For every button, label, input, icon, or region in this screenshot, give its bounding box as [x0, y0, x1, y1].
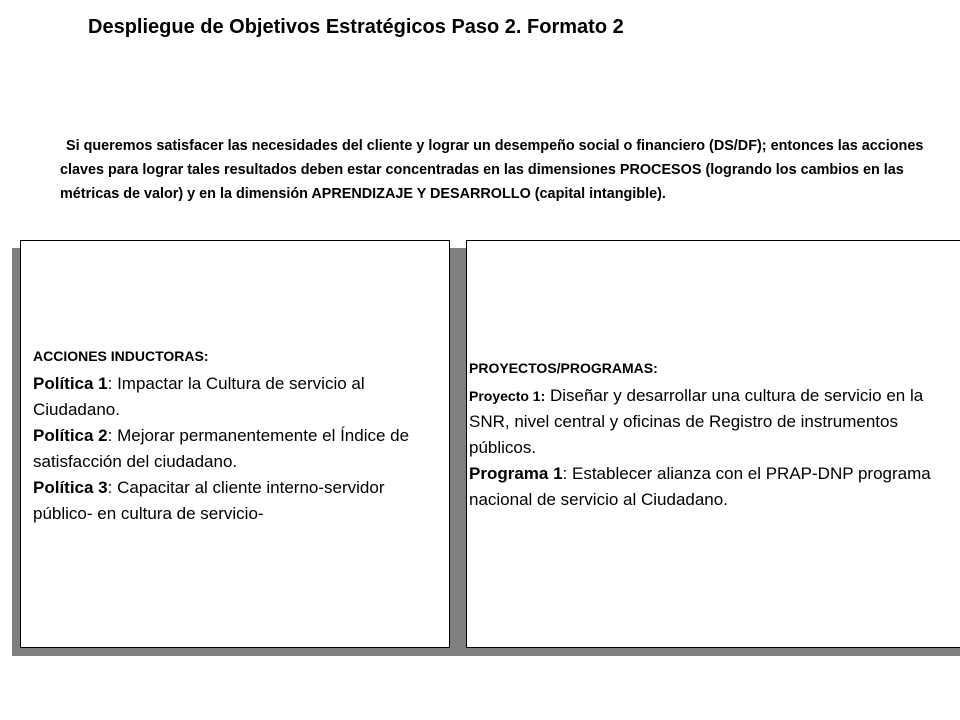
- politica-2-text: : Mejorar permanentemente el Índice de satisfacción del ciudadano.: [33, 426, 410, 471]
- proyecto-1-label: Proyecto 1:: [469, 388, 546, 404]
- intro-paragraph: [60, 134, 950, 206]
- politica-3-text: : Capacitar al cliente interno-servidor público- en cultura de servicio-: [33, 478, 385, 523]
- politica-3-label: Política 3: [33, 478, 108, 497]
- intro-text-1: Si queremos satisfacer las necesidades del cliente y lograr un desempeño social o financiero (DS/DF); entonces las acciones claves para lograr tales resultados deben estar concentradas en las dimensiones: [60, 138, 924, 178]
- politica-1-text: : Impactar la Cultura de servicio al Ciudadano.: [33, 374, 365, 419]
- programa-1-label: Programa 1: [469, 464, 563, 483]
- intro-procesos: PROCESOS: [619, 162, 702, 178]
- politica-1: [33, 371, 443, 423]
- acciones-inductoras-box: [20, 240, 450, 648]
- intro-aprendizaje: APRENDIZAJE Y DESARROLLO: [311, 186, 531, 202]
- intro-text-3: (capital intangible).: [530, 186, 666, 202]
- proyectos-programas-box: [466, 240, 960, 648]
- proyecto-1-text: Diseñar y desarrollar una cultura de servicio en la SNR, nivel central y oficinas de Registro de instrumentos públicos.: [469, 386, 924, 457]
- politica-3: [33, 475, 443, 527]
- politica-2-label: Política 2: [33, 426, 108, 445]
- programa-1-text: : Establecer alianza con el PRAP-DNP programa nacional de servicio al Ciudadano.: [469, 464, 931, 509]
- proyecto-1: [469, 383, 955, 461]
- page-title: Despliegue de Objetivos Estratégicos Paso 2. Formato 2: [88, 16, 624, 38]
- acciones-heading: ACCIONES INDUCTORAS:: [33, 348, 209, 364]
- proyectos-heading: PROYECTOS/PROGRAMAS:: [469, 360, 658, 376]
- programa-1: [469, 461, 955, 513]
- politica-2: [33, 423, 443, 475]
- politica-1-label: Política 1: [33, 374, 108, 393]
- intro-text-2: (logrando los cambios en las métricas de valor) y en la dimensión: [60, 162, 904, 202]
